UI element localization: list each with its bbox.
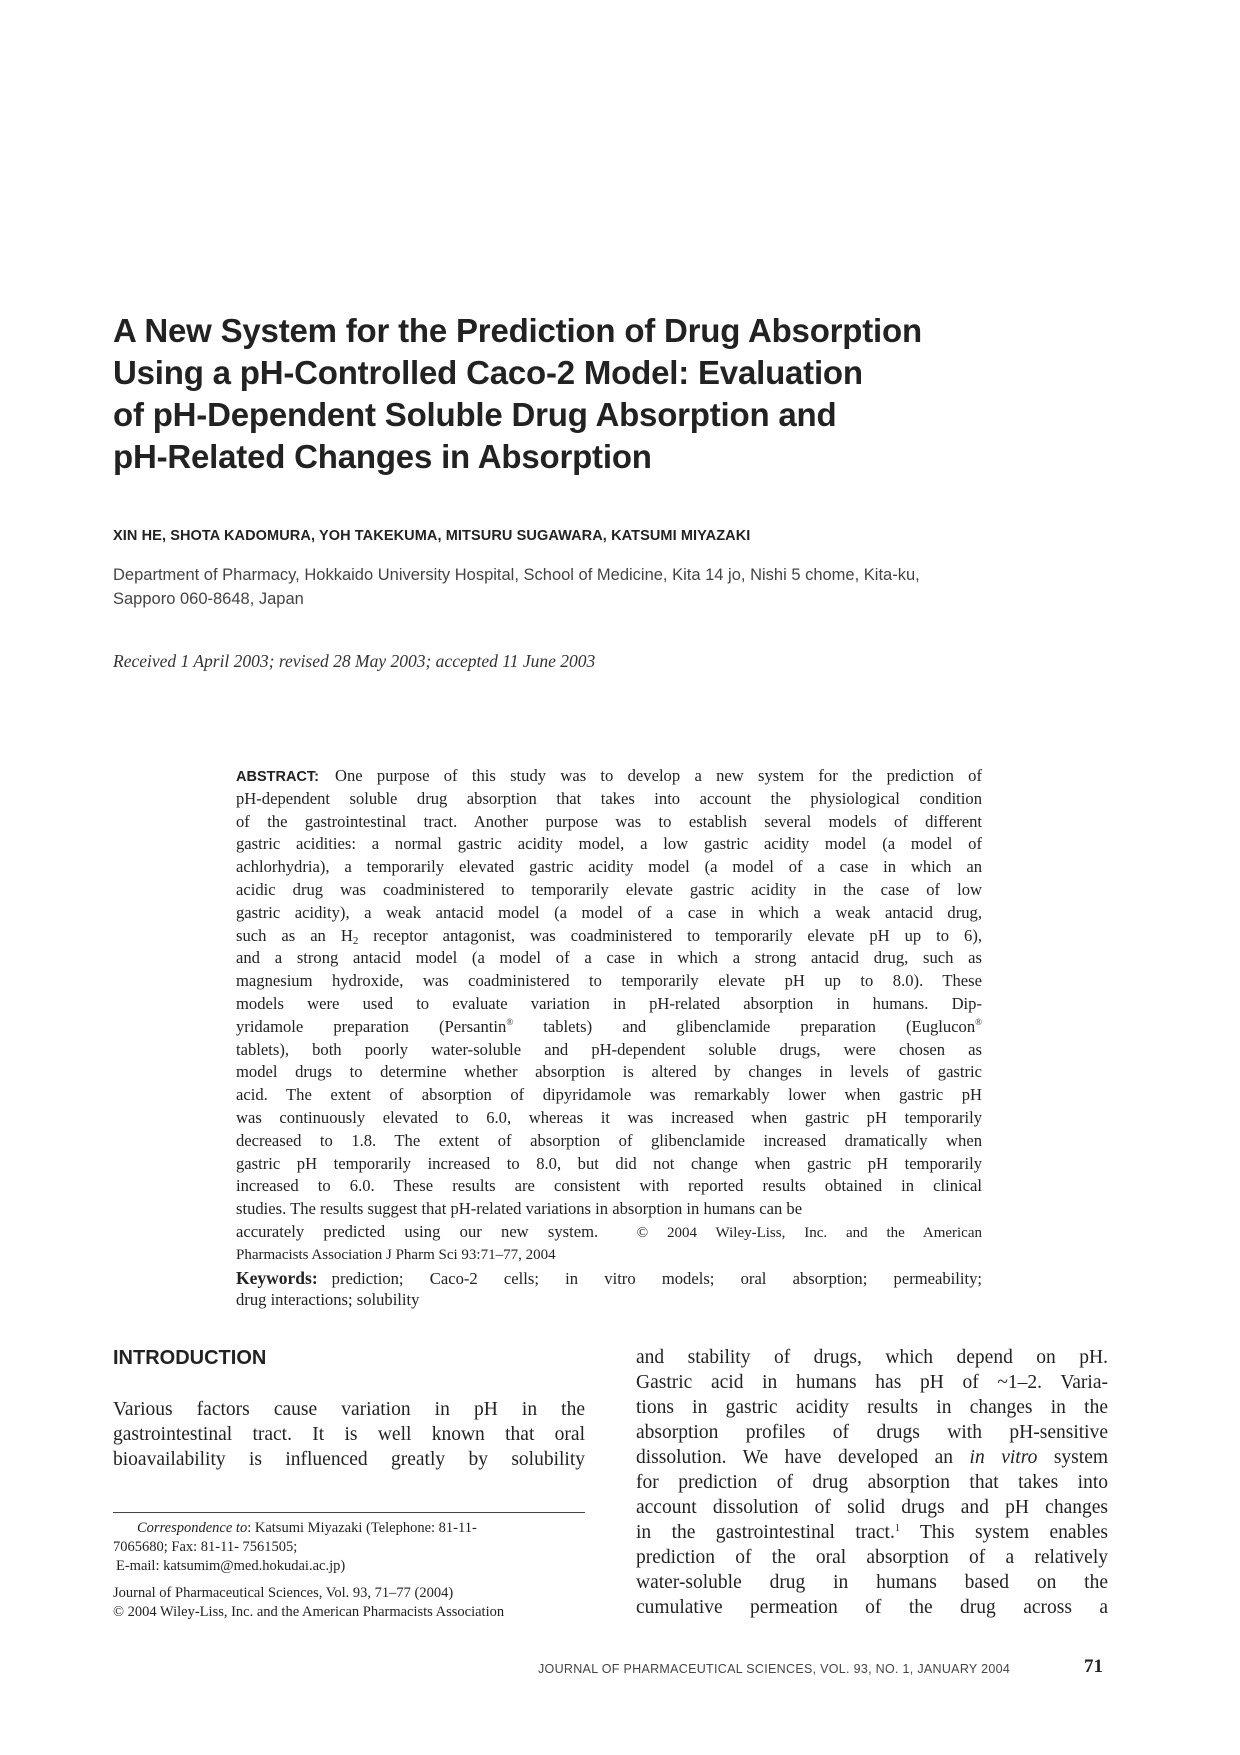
abstract-line: achlorhydria), a temporarily elevated gastric acidity model (a model of a case in which an: [236, 857, 982, 877]
title-line: A New System for the Prediction of Drug Absorption: [113, 312, 922, 349]
abstract-line: studies. The results suggest that pH-related variations in absorption in humans can be: [236, 1199, 803, 1219]
body-line: Various factors cause variation in pH in the: [113, 1399, 585, 1420]
reference-superscript: 1: [894, 1523, 900, 1534]
abstract-line: decreased to 1.8. The extent of absorption of glibenclamide increased dramatically when: [236, 1130, 982, 1150]
affiliation-line: Sapporo 060-8648, Japan: [113, 590, 304, 608]
abstract-citation: Pharmacists Association J Pharm Sci 93:71–77, 2004: [236, 1246, 556, 1263]
footnote-journal: Journal of Pharmaceutical Sciences, Vol. 93, 71–77 (2004): [113, 1585, 454, 1601]
registered-mark: ®: [975, 1016, 982, 1027]
body-line: cumulative permeation of the drug across a: [636, 1597, 1108, 1618]
title-line: pH-Related Changes in Absorption: [113, 438, 652, 475]
registered-mark: ®: [506, 1016, 514, 1027]
abstract-line: increased to 6.0. These results are consistent with reported results obtained in clinical: [236, 1176, 982, 1196]
abstract-line: acid. The extent of absorption of dipyridamole was remarkably lower when gastric pH: [236, 1085, 982, 1105]
abstract-line: and a strong antacid model (a model of a case in which a strong antacid drug, such as: [236, 948, 982, 968]
body-line: tions in gastric acidity results in changes in the: [636, 1397, 1108, 1418]
body-line: absorption profiles of drugs with pH-sensitive: [636, 1422, 1108, 1443]
abstract-line: magnesium hydroxide, was coadministered to temporarily elevate pH up to 8.0). These: [236, 971, 982, 991]
abstract-line: gastric pH temporarily increased to 8.0, but did not change when gastric pH temporarily: [236, 1153, 982, 1173]
body-line: dissolution. We have developed an in vitro system: [636, 1447, 1109, 1468]
abstract-line: yridamole preparation (Persantin® tablets) and glibenclamide preparation (Euglucon®: [236, 1016, 982, 1036]
keywords-line: drug interactions; solubility: [236, 1290, 420, 1310]
abstract-line: was continuously elevated to 6.0, whereas it was increased when gastric pH temporarily: [236, 1107, 982, 1127]
footnote-line: 7065680; Fax: 81-11- 7561505;: [113, 1539, 298, 1555]
abstract-line: gastric acidities: a normal gastric acidity model, a low gastric acidity model (a model of: [236, 834, 982, 854]
body-line: and stability of drugs, which depend on pH.: [636, 1347, 1108, 1368]
page-number: 71: [1084, 1656, 1103, 1677]
abstract-line: of the gastrointestinal tract. Another purpose was to establish several models of different: [236, 811, 982, 831]
affiliation-line: Department of Pharmacy, Hokkaido University Hospital, School of Medicine, Kita 14 jo, Nishi 5 chome, Kita-ku,: [113, 566, 920, 584]
keywords-line: Keywords: prediction; Caco-2 cells; in vitro models; oral absorption; permeability;: [236, 1267, 982, 1288]
section-heading-introduction: INTRODUCTION: [113, 1347, 267, 1369]
abstract-line: gastric acidity), a weak antacid model (a model of a case in which a weak antacid drug,: [236, 902, 982, 922]
affiliation: [113, 563, 1113, 611]
body-line: for prediction of drug absorption that takes into: [636, 1472, 1108, 1493]
body-line: prediction of the oral absorption of a relatively: [636, 1547, 1108, 1568]
abstract-line: acidic drug was coadministered to temporarily elevate gastric acidity in the case of low: [236, 879, 982, 899]
abstract-line: accurately predicted using our new system. © 2004 Wiley-Liss, Inc. and the American: [236, 1221, 983, 1241]
abstract-line: ABSTRACT: One purpose of this study was to develop a new system for the prediction of: [236, 766, 982, 785]
title-line: Using a pH-Controlled Caco-2 Model: Evaluation: [113, 354, 863, 391]
intro-left-column: [113, 1397, 585, 1472]
intro-right-column: [636, 1345, 1108, 1620]
abstract-label: ABSTRACT:: [236, 769, 319, 785]
abstract-line: models were used to evaluate variation in pH-related absorption in humans. Dip-: [236, 993, 982, 1013]
body-line: account dissolution of solid drugs and pH changes: [636, 1497, 1108, 1518]
copyright-notice: © 2004 Wiley-Liss, Inc. and the American: [636, 1224, 983, 1241]
body-line: bioavailability is influenced greatly by solubility: [113, 1449, 585, 1470]
abstract-line: pH-dependent soluble drug absorption that takes into account the physiological condition: [236, 788, 982, 808]
body-line: water-soluble drug in humans based on the: [636, 1572, 1108, 1593]
author-list: XIN HE, SHOTA KADOMURA, YOH TAKEKUMA, MITSURU SUGAWARA, KATSUMI MIYAZAKI: [113, 528, 751, 544]
abstract-line: such as an $H_2$ receptor antagonist, was coadministered to temporarily elevate pH up to 6),: [236, 925, 982, 947]
abstract-line: tablets), both poorly water-soluble and pH-dependent soluble drugs, were chosen as: [236, 1039, 982, 1059]
received-dates: Received 1 April 2003; revised 28 May 2003; accepted 11 June 2003: [113, 651, 596, 671]
footnote-email: E-mail: katsumim@med.hokudai.ac.jp): [116, 1558, 346, 1574]
italic-term: in vitro: [969, 1447, 1038, 1468]
footnote-divider: [113, 1512, 585, 1513]
abstract-line: model drugs to determine whether absorption is altered by changes in levels of gastric: [236, 1062, 982, 1082]
body-line: in the gastrointestinal tract.$^1$ This system enables: [636, 1522, 1108, 1543]
body-line: Gastric acid in humans has pH of ~1–2. Varia-: [636, 1372, 1108, 1393]
article-title: [113, 310, 1113, 478]
body-line: gastrointestinal tract. It is well known that oral: [113, 1424, 585, 1445]
title-line: of pH-Dependent Soluble Drug Absorption and: [113, 396, 837, 433]
running-footer: JOURNAL OF PHARMACEUTICAL SCIENCES, VOL. 93, NO. 1, JANUARY 2004: [538, 1662, 1011, 1676]
footnote-copyright: © 2004 Wiley-Liss, Inc. and the American Pharmacists Association: [113, 1604, 505, 1620]
abstract: [236, 765, 982, 1312]
footnote: [113, 1519, 585, 1622]
keywords-label: Keywords:: [236, 1267, 318, 1288]
correspondence-line: Correspondence to: Katsumi Miyazaki (Telephone: 81-11-: [137, 1520, 477, 1536]
